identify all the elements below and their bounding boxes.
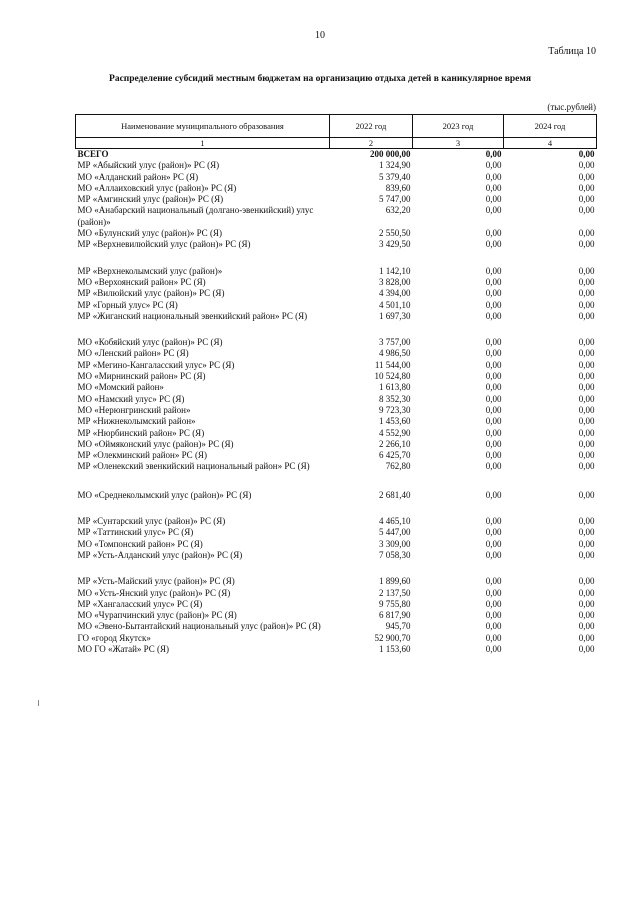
table-row (76, 416, 597, 427)
value-2022: 6 817,90 (379, 610, 411, 621)
value-2022: 200 000,00 (370, 149, 411, 159)
value-2024: 0,00 (578, 621, 595, 632)
table-row (76, 428, 597, 439)
value-2023: 0,00 (485, 228, 502, 239)
value-2023: 0,00 (485, 194, 502, 205)
spacer-cell (76, 322, 597, 337)
municipality-name: МР «Оленекский эвенкийский национальный район» РС (Я) (77, 461, 310, 472)
table-row (76, 588, 597, 599)
column-number: 4 (504, 138, 597, 149)
value-2022: 9 755,80 (379, 598, 411, 609)
municipality-name: МО «Эвено-Бытантайский национальный улус (район)» РС (Я) (77, 621, 321, 632)
value-2024: 0,00 (578, 359, 595, 370)
value-2023: 0,00 (485, 149, 502, 159)
value-2023: 0,00 (485, 538, 502, 549)
value-2022: 1 324,90 (379, 160, 411, 171)
value-2023: 0,00 (485, 382, 502, 393)
table-row (76, 239, 597, 250)
municipality-name: МР «Вилюйский улус (район)» РС (Я) (77, 288, 225, 299)
table-row (76, 382, 597, 393)
spacer-row (76, 251, 597, 266)
municipality-name: МР «Сунтарский улус (район)» РС (Я) (77, 516, 226, 527)
value-2022: 5 447,00 (379, 527, 411, 538)
municipality-name: МО «Оймяконский улус (район)» РС (Я) (77, 438, 234, 449)
table-row (76, 644, 597, 655)
table-row (76, 348, 597, 359)
table-row (76, 516, 597, 527)
municipality-name: МР «Верхнеколымский улус (район)» (77, 265, 223, 276)
value-2022: 5 747,00 (379, 194, 411, 205)
spacer-row (76, 473, 597, 490)
value-2022: 6 425,70 (379, 450, 411, 461)
value-2022: 5 379,40 (379, 171, 411, 182)
value-2024: 0,00 (578, 461, 595, 472)
table-row (76, 450, 597, 461)
municipality-name: МО «Среднеколымский улус (район)» РС (Я) (77, 489, 252, 500)
value-2023: 0,00 (485, 576, 502, 587)
value-2023: 0,00 (485, 348, 502, 359)
value-2024: 0,00 (578, 416, 595, 427)
table-row (76, 288, 597, 299)
value-2023: 0,00 (485, 632, 502, 643)
value-2022: 632,20 (385, 205, 411, 216)
table-row (76, 490, 597, 501)
value-2024: 0,00 (578, 239, 595, 250)
table-row (76, 360, 597, 371)
value-2024: 0,00 (578, 265, 595, 276)
spacer-cell (76, 501, 597, 516)
value-2022: 4 465,10 (379, 516, 411, 527)
value-2024: 0,00 (578, 587, 595, 598)
value-2022: 3 429,50 (379, 239, 411, 250)
municipality-name: МР «Нижнеколымский район» (77, 416, 196, 427)
scan-mark (38, 700, 39, 706)
value-2022: 1 697,30 (379, 310, 411, 321)
value-2022: 3 757,00 (379, 337, 411, 348)
table-row (76, 205, 597, 228)
value-2023: 0,00 (485, 621, 502, 632)
value-2023: 0,00 (485, 299, 502, 310)
spacer-cell (76, 561, 597, 576)
municipality-name: МР «Мегино-Кангаласский улус» РС (Я) (77, 359, 235, 370)
column-number: 2 (330, 138, 413, 149)
value-2022: 10 524,80 (374, 371, 411, 382)
table-label: Таблица 10 (548, 46, 596, 57)
value-2022: 4 501,10 (379, 299, 411, 310)
value-2022: 945,70 (385, 621, 411, 632)
value-2022: 11 544,00 (374, 359, 411, 370)
table-header (76, 115, 597, 149)
table-row (76, 172, 597, 183)
municipality-name: МО «Намский улус» РС (Я) (77, 393, 185, 404)
value-2024: 0,00 (578, 371, 595, 382)
value-2023: 0,00 (485, 598, 502, 609)
table-row (76, 277, 597, 288)
table-body (76, 149, 597, 656)
value-2023: 0,00 (485, 610, 502, 621)
value-2023: 0,00 (485, 438, 502, 449)
header-municipality: Наименование муниципального образования (76, 115, 330, 138)
municipality-name: МР «Жиганский национальный эвенкийский район» РС (Я) (77, 310, 308, 321)
value-2023: 0,00 (485, 643, 502, 654)
value-2023: 0,00 (485, 276, 502, 287)
value-2024: 0,00 (578, 632, 595, 643)
municipality-name: МО «Томпонский район» РС (Я) (77, 538, 203, 549)
municipality-name: МО «Момский район» (77, 382, 164, 393)
value-2023: 0,00 (485, 404, 502, 415)
municipality-name: МР «Усть-Алданский улус (район)» РС (Я) (77, 549, 243, 560)
value-2022: 1 142,10 (379, 265, 411, 276)
table-row (76, 300, 597, 311)
table-row (76, 599, 597, 610)
spacer-row (76, 561, 597, 576)
value-2022: 4 986,50 (379, 348, 411, 359)
municipality-name: МО ГО «Жатай» РС (Я) (77, 643, 170, 654)
table-row (76, 405, 597, 416)
municipality-name: МР «Таттинский улус» РС (Я) (77, 527, 194, 538)
value-2022: 4 394,00 (379, 288, 411, 299)
value-2022: 1 153,60 (379, 643, 411, 654)
value-2022: 52 900,70 (374, 632, 411, 643)
value-2023: 0,00 (485, 337, 502, 348)
table-row (76, 539, 597, 550)
subsidy-table (75, 114, 597, 655)
value-2024: 0,00 (578, 310, 595, 321)
value-2023: 0,00 (485, 265, 502, 276)
column-number: 3 (413, 138, 504, 149)
value-2022: 7 058,30 (379, 549, 411, 560)
municipality-name: МО «Кобяйский улус (район)» РС (Я) (77, 337, 223, 348)
spacer-cell (76, 251, 597, 266)
municipality-name: МО «Чурапчинский улус (район)» РС (Я) (77, 610, 237, 621)
value-2024: 0,00 (578, 516, 595, 527)
municipality-name: МО «Усть-Янский улус (район)» РС (Я) (77, 587, 231, 598)
municipality-name: МО «Алданский район» РС (Я) (77, 171, 199, 182)
municipality-name: МР «Верхневилюйский улус (район)» РС (Я) (77, 239, 251, 250)
value-2023: 0,00 (485, 160, 502, 171)
table-row (76, 439, 597, 450)
column-number: 1 (76, 138, 330, 149)
header-2023: 2023 год (413, 115, 504, 138)
table-row (76, 633, 597, 644)
municipality-name: МО «Анабарский национальный (долгано-эвенкийский) улус (район)» (77, 205, 314, 227)
value-2022: 8 352,30 (379, 393, 411, 404)
value-2023: 0,00 (485, 171, 502, 182)
value-2024: 0,00 (578, 348, 595, 359)
value-2023: 0,00 (485, 516, 502, 527)
value-2023: 0,00 (485, 461, 502, 472)
value-2024: 0,00 (578, 438, 595, 449)
table-row (76, 461, 597, 472)
value-2022: 2 137,50 (379, 587, 411, 598)
municipality-name: МР «Горный улус» РС (Я) (77, 299, 178, 310)
table-row (76, 194, 597, 205)
table-row (76, 621, 597, 632)
value-2024: 0,00 (578, 527, 595, 538)
value-2024: 0,00 (578, 171, 595, 182)
value-2024: 0,00 (578, 276, 595, 287)
municipality-name: МР «Абыйский улус (район)» РС (Я) (77, 160, 220, 171)
value-2024: 0,00 (578, 149, 595, 159)
table-row (76, 266, 597, 277)
units-label: (тыс.рублей) (547, 102, 596, 112)
municipality-name: ВСЕГО (77, 149, 109, 159)
value-2024: 0,00 (578, 382, 595, 393)
municipality-name: МР «Нюрбинский район» РС (Я) (77, 427, 205, 438)
table-row (76, 183, 597, 194)
spacer-cell (76, 473, 597, 490)
value-2024: 0,00 (578, 598, 595, 609)
value-2023: 0,00 (485, 182, 502, 193)
value-2023: 0,00 (485, 489, 502, 500)
value-2024: 0,00 (578, 194, 595, 205)
table-row (76, 371, 597, 382)
municipality-name: МО «Ленский район» РС (Я) (77, 348, 189, 359)
value-2022: 3 309,00 (379, 538, 411, 549)
value-2023: 0,00 (485, 205, 502, 216)
header-2022: 2022 год (330, 115, 413, 138)
municipality-name: МР «Усть-Майский улус (район)» РС (Я) (77, 576, 235, 587)
value-2022: 2 266,10 (379, 438, 411, 449)
value-2024: 0,00 (578, 228, 595, 239)
value-2023: 0,00 (485, 527, 502, 538)
header-row (76, 115, 597, 138)
municipality-name: МР «Хангаласский улус» РС (Я) (77, 598, 203, 609)
value-2024: 0,00 (578, 643, 595, 654)
document-title: Распределение субсидий местным бюджетам на организацию отдыха детей в каникулярное время (109, 74, 531, 84)
spacer-row (76, 322, 597, 337)
value-2024: 0,00 (578, 299, 595, 310)
header-2024: 2024 год (504, 115, 597, 138)
value-2023: 0,00 (485, 427, 502, 438)
value-2024: 0,00 (578, 427, 595, 438)
municipality-name: МР «Амгинский улус (район)» РС (Я) (77, 194, 224, 205)
municipality-name: МР «Олекминский район» РС (Я) (77, 450, 207, 461)
spacer-row (76, 501, 597, 516)
table-row (76, 527, 597, 538)
value-2022: 839,60 (385, 182, 411, 193)
table-row (76, 228, 597, 239)
value-2023: 0,00 (485, 310, 502, 321)
value-2024: 0,00 (578, 610, 595, 621)
value-2023: 0,00 (485, 239, 502, 250)
value-2023: 0,00 (485, 450, 502, 461)
table-row (76, 610, 597, 621)
value-2022: 4 552,90 (379, 427, 411, 438)
value-2024: 0,00 (578, 404, 595, 415)
municipality-name: МО «Верхоянский район» РС (Я) (77, 276, 206, 287)
value-2022: 3 828,00 (379, 276, 411, 287)
value-2024: 0,00 (578, 489, 595, 500)
value-2022: 1 453,60 (379, 416, 411, 427)
table-row (76, 550, 597, 561)
value-2023: 0,00 (485, 371, 502, 382)
value-2022: 1 899,60 (379, 576, 411, 587)
value-2024: 0,00 (578, 160, 595, 171)
column-number-row (76, 138, 597, 149)
page-number: 10 (315, 30, 325, 41)
total-row (76, 149, 597, 161)
value-2022: 1 613,80 (379, 382, 411, 393)
value-2023: 0,00 (485, 416, 502, 427)
value-2024: 0,00 (578, 337, 595, 348)
table-row (76, 337, 597, 348)
value-2023: 0,00 (485, 549, 502, 560)
municipality-name: МО «Нерюнгринский район» (77, 404, 191, 415)
value-2024: 0,00 (578, 450, 595, 461)
table-row (76, 160, 597, 171)
value-2024: 0,00 (578, 182, 595, 193)
value-2024: 0,00 (578, 576, 595, 587)
municipality-name: МО «Аллаиховский улус (район)» РС (Я) (77, 182, 237, 193)
value-2023: 0,00 (485, 587, 502, 598)
table-row (76, 576, 597, 587)
table-row (76, 311, 597, 322)
value-2022: 2 550,50 (379, 228, 411, 239)
value-2023: 0,00 (485, 288, 502, 299)
municipality-name: МО «Булунский улус (район)» РС (Я) (77, 228, 222, 239)
value-2024: 0,00 (578, 288, 595, 299)
value-2022: 2 681,40 (379, 489, 411, 500)
value-2024: 0,00 (578, 393, 595, 404)
value-2024: 0,00 (578, 549, 595, 560)
municipality-name: МО «Мирнинский район» РС (Я) (77, 371, 206, 382)
value-2024: 0,00 (578, 205, 595, 216)
table-row (76, 394, 597, 405)
value-2022: 762,80 (385, 461, 411, 472)
municipality-name: ГО «город Якутск» (77, 632, 151, 643)
value-2023: 0,00 (485, 359, 502, 370)
value-2023: 0,00 (485, 393, 502, 404)
value-2024: 0,00 (578, 538, 595, 549)
value-2022: 9 723,30 (379, 404, 411, 415)
